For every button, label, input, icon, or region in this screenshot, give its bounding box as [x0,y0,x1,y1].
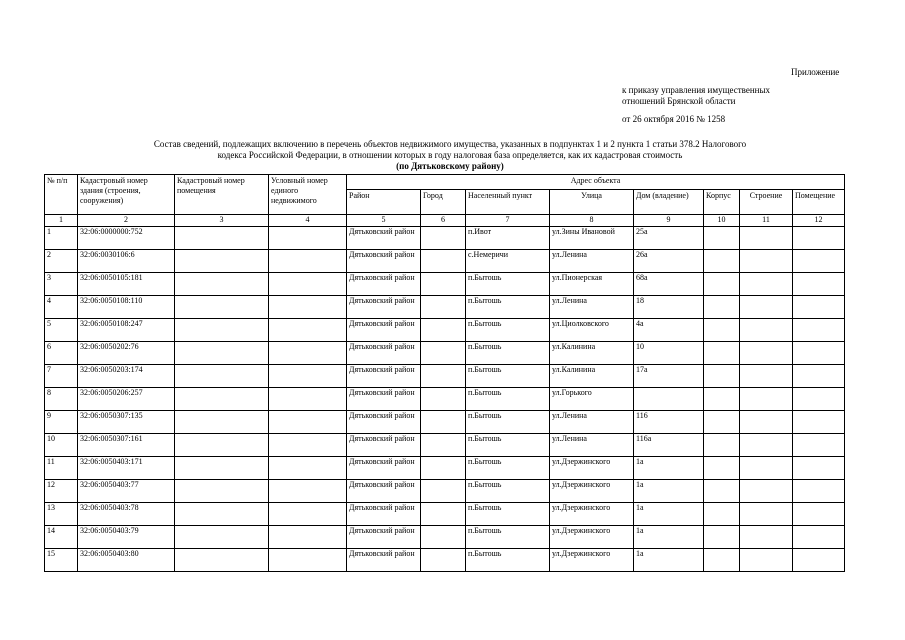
city-cell [421,342,466,365]
conditional-number-cell [269,526,347,549]
table-row [45,342,845,365]
cadastral-number-cell: 32:06:0050206:257 [78,388,175,411]
cadastral-number-cell: 32:06:0050108:110 [78,296,175,319]
row-number-cell: 15 [45,549,78,572]
street-cell: ул.Дзержинского [550,549,634,572]
city-cell [421,365,466,388]
document-title-district: (по Дятьковскому району) [396,161,504,171]
header-korpus: Корпус [704,190,740,215]
district-cell: Дятьковский район [347,503,421,526]
building-cell [740,227,793,250]
conditional-number-cell [269,480,347,503]
room-cell [793,296,845,319]
column-number: 7 [466,215,550,227]
building-cell [740,549,793,572]
house-cell: 1а [634,549,704,572]
header-city: Город [421,190,466,215]
room-cell [793,388,845,411]
table-row [45,457,845,480]
room-cadastral-number-cell [175,250,269,273]
header-cadastral-building: Кадастровый номер здания (строения, сооружения) [78,175,175,215]
room-cadastral-number-cell [175,273,269,296]
house-cell: 1а [634,503,704,526]
korpus-cell [704,526,740,549]
korpus-cell [704,388,740,411]
column-number: 3 [175,215,269,227]
row-number-cell: 10 [45,434,78,457]
korpus-cell [704,365,740,388]
settlement-cell: п.Бытошь [466,480,550,503]
cadastral-number-cell: 32:06:0050105:181 [78,273,175,296]
building-cell [740,250,793,273]
house-cell: 1а [634,457,704,480]
district-cell: Дятьковский район [347,296,421,319]
room-cadastral-number-cell [175,388,269,411]
settlement-cell: п.Бытошь [466,434,550,457]
table-row [45,434,845,457]
settlement-cell: п.Бытошь [466,503,550,526]
settlement-cell: п.Бытошь [466,365,550,388]
street-cell: ул.Горького [550,388,634,411]
city-cell [421,457,466,480]
room-cadastral-number-cell [175,457,269,480]
room-cadastral-number-cell [175,365,269,388]
row-number-cell: 2 [45,250,78,273]
header-street: Улица [550,190,634,215]
conditional-number-cell [269,273,347,296]
cadastral-number-cell: 32:06:0050403:79 [78,526,175,549]
city-cell [421,250,466,273]
house-cell: 26а [634,250,704,273]
header-conditional-number: Условный номер единого недвижимого [269,175,347,215]
settlement-cell: п.Бытошь [466,388,550,411]
house-cell: 25а [634,227,704,250]
street-cell: ул.Дзержинского [550,503,634,526]
header-num: № п/п [45,175,78,215]
settlement-cell: п.Бытошь [466,411,550,434]
row-number-cell: 3 [45,273,78,296]
district-cell: Дятьковский район [347,411,421,434]
column-number: 6 [421,215,466,227]
settlement-cell: п.Бытошь [466,342,550,365]
house-cell: 17а [634,365,704,388]
korpus-cell [704,227,740,250]
column-number: 2 [78,215,175,227]
building-cell [740,503,793,526]
room-cadastral-number-cell [175,319,269,342]
table-row [45,411,845,434]
room-cell [793,227,845,250]
city-cell [421,526,466,549]
room-cell [793,434,845,457]
room-cadastral-number-cell [175,480,269,503]
city-cell [421,319,466,342]
cadastral-number-cell: 32:06:0050403:80 [78,549,175,572]
row-number-cell: 14 [45,526,78,549]
column-number: 8 [550,215,634,227]
row-number-cell: 7 [45,365,78,388]
korpus-cell [704,457,740,480]
district-cell: Дятьковский район [347,388,421,411]
cadastral-number-cell: 32:06:0050403:77 [78,480,175,503]
document-title-line-2: кодекса Российской Федерации, в отношении которых в году налоговая база определяется, как их кадастровая стоимость [217,150,683,160]
table-row [45,365,845,388]
city-cell [421,549,466,572]
building-cell [740,457,793,480]
order-date-line: от 26 октября 2016 № 1258 [622,114,726,124]
conditional-number-cell [269,365,347,388]
conditional-number-cell [269,434,347,457]
room-cell [793,526,845,549]
room-cadastral-number-cell [175,549,269,572]
row-number-cell: 5 [45,319,78,342]
house-cell: 116а [634,434,704,457]
korpus-cell [704,480,740,503]
table-row [45,250,845,273]
korpus-cell [704,296,740,319]
conditional-number-cell [269,388,347,411]
cadastral-number-cell: 32:06:0050403:171 [78,457,175,480]
cadastral-number-cell: 32:06:0000000:752 [78,227,175,250]
header-room: Помещение [793,190,845,215]
order-line-1: к приказу управления имущественных [622,85,771,95]
settlement-cell: п.Бытошь [466,296,550,319]
district-cell: Дятьковский район [347,434,421,457]
house-cell: 18 [634,296,704,319]
building-cell [740,480,793,503]
street-cell: ул.Калинина [550,342,634,365]
settlement-cell: п.Бытошь [466,526,550,549]
column-number: 4 [269,215,347,227]
building-cell [740,526,793,549]
room-cell [793,319,845,342]
conditional-number-cell [269,250,347,273]
column-number: 11 [740,215,793,227]
cadastral-number-cell: 32:06:0050403:78 [78,503,175,526]
settlement-cell: с.Немеричи [466,250,550,273]
room-cell [793,480,845,503]
korpus-cell [704,411,740,434]
conditional-number-cell [269,319,347,342]
house-cell: 1а [634,526,704,549]
row-number-cell: 4 [45,296,78,319]
korpus-cell [704,273,740,296]
room-cell [793,273,845,296]
room-cadastral-number-cell [175,227,269,250]
district-cell: Дятьковский район [347,342,421,365]
city-cell [421,411,466,434]
room-cell [793,250,845,273]
row-number-cell: 6 [45,342,78,365]
room-cadastral-number-cell [175,434,269,457]
city-cell [421,273,466,296]
row-number-cell: 9 [45,411,78,434]
room-cell [793,457,845,480]
district-cell: Дятьковский район [347,250,421,273]
room-cadastral-number-cell [175,526,269,549]
house-cell: 4а [634,319,704,342]
property-register-table [44,174,845,572]
house-cell: 116 [634,411,704,434]
street-cell: ул.Ленина [550,411,634,434]
conditional-number-cell [269,227,347,250]
row-number-cell: 1 [45,227,78,250]
cadastral-number-cell: 32:06:0050307:161 [78,434,175,457]
building-cell [740,434,793,457]
appendix-label: Приложение [791,67,840,77]
district-cell: Дятьковский район [347,365,421,388]
header-cadastral-room: Кадастровый номер помещения [175,175,269,215]
conditional-number-cell [269,411,347,434]
street-cell: ул.Дзержинского [550,457,634,480]
house-cell: 68а [634,273,704,296]
district-cell: Дятьковский район [347,549,421,572]
settlement-cell: п.Бытошь [466,319,550,342]
korpus-cell [704,250,740,273]
conditional-number-cell [269,503,347,526]
building-cell [740,388,793,411]
column-number: 12 [793,215,845,227]
row-number-cell: 11 [45,457,78,480]
korpus-cell [704,434,740,457]
conditional-number-cell [269,342,347,365]
district-cell: Дятьковский район [347,526,421,549]
room-cell [793,411,845,434]
room-cadastral-number-cell [175,296,269,319]
city-cell [421,227,466,250]
conditional-number-cell [269,457,347,480]
room-cell [793,503,845,526]
street-cell: ул.Ленина [550,250,634,273]
header-district: Район [347,190,421,215]
table-row [45,526,845,549]
street-cell: ул.Ленина [550,296,634,319]
korpus-cell [704,342,740,365]
building-cell [740,296,793,319]
district-cell: Дятьковский район [347,227,421,250]
conditional-number-cell [269,296,347,319]
cadastral-number-cell: 32:06:0050307:135 [78,411,175,434]
room-cell [793,342,845,365]
building-cell [740,319,793,342]
conditional-number-cell [269,549,347,572]
header-house: Дом (владение) [634,190,704,215]
building-cell [740,342,793,365]
street-cell: ул.Ленина [550,434,634,457]
building-cell [740,273,793,296]
room-cell [793,365,845,388]
street-cell: ул.Калинина [550,365,634,388]
settlement-cell: п.Бытошь [466,457,550,480]
row-number-cell: 12 [45,480,78,503]
district-cell: Дятьковский район [347,273,421,296]
korpus-cell [704,503,740,526]
street-cell: ул.Зины Ивановой [550,227,634,250]
document-title-line-1: Состав сведений, подлежащих включению в перечень объектов недвижимого имущества, указанных в подпунктах 1 и 2 пункта 1 статьи 378.2 Налогового [153,139,747,149]
table-row [45,273,845,296]
korpus-cell [704,319,740,342]
header-settlement: Населенный пункт [466,190,550,215]
city-cell [421,434,466,457]
street-cell: ул.Дзержинского [550,526,634,549]
street-cell: ул.Циолковского [550,319,634,342]
table-row [45,480,845,503]
column-number: 1 [45,215,78,227]
room-cell [793,549,845,572]
house-cell: 10 [634,342,704,365]
table-row [45,227,845,250]
room-cadastral-number-cell [175,411,269,434]
district-cell: Дятьковский район [347,319,421,342]
settlement-cell: п.Бытошь [466,273,550,296]
column-number: 5 [347,215,421,227]
row-number-cell: 8 [45,388,78,411]
room-cadastral-number-cell [175,503,269,526]
district-cell: Дятьковский район [347,457,421,480]
city-cell [421,388,466,411]
settlement-cell: п.Бытошь [466,549,550,572]
building-cell [740,365,793,388]
table-row [45,388,845,411]
city-cell [421,480,466,503]
header-building: Строение [740,190,793,215]
column-number: 10 [704,215,740,227]
cadastral-number-cell: 32:06:0030106:6 [78,250,175,273]
cadastral-number-cell: 32:06:0050203:174 [78,365,175,388]
cadastral-number-cell: 32:06:0050202:76 [78,342,175,365]
table-row [45,549,845,572]
table-row [45,503,845,526]
header-address: Адрес объекта [347,175,845,190]
city-cell [421,503,466,526]
district-cell: Дятьковский район [347,480,421,503]
settlement-cell: п.Ивот [466,227,550,250]
table-row [45,296,845,319]
korpus-cell [704,549,740,572]
street-cell: ул.Дзержинского [550,480,634,503]
city-cell [421,296,466,319]
room-cadastral-number-cell [175,342,269,365]
building-cell [740,411,793,434]
row-number-cell: 13 [45,503,78,526]
table-row [45,319,845,342]
street-cell: ул.Пионерская [550,273,634,296]
house-cell [634,388,704,411]
cadastral-number-cell: 32:06:0050108:247 [78,319,175,342]
order-line-2: отношений Брянской области [622,96,736,106]
column-number: 9 [634,215,704,227]
house-cell: 1а [634,480,704,503]
